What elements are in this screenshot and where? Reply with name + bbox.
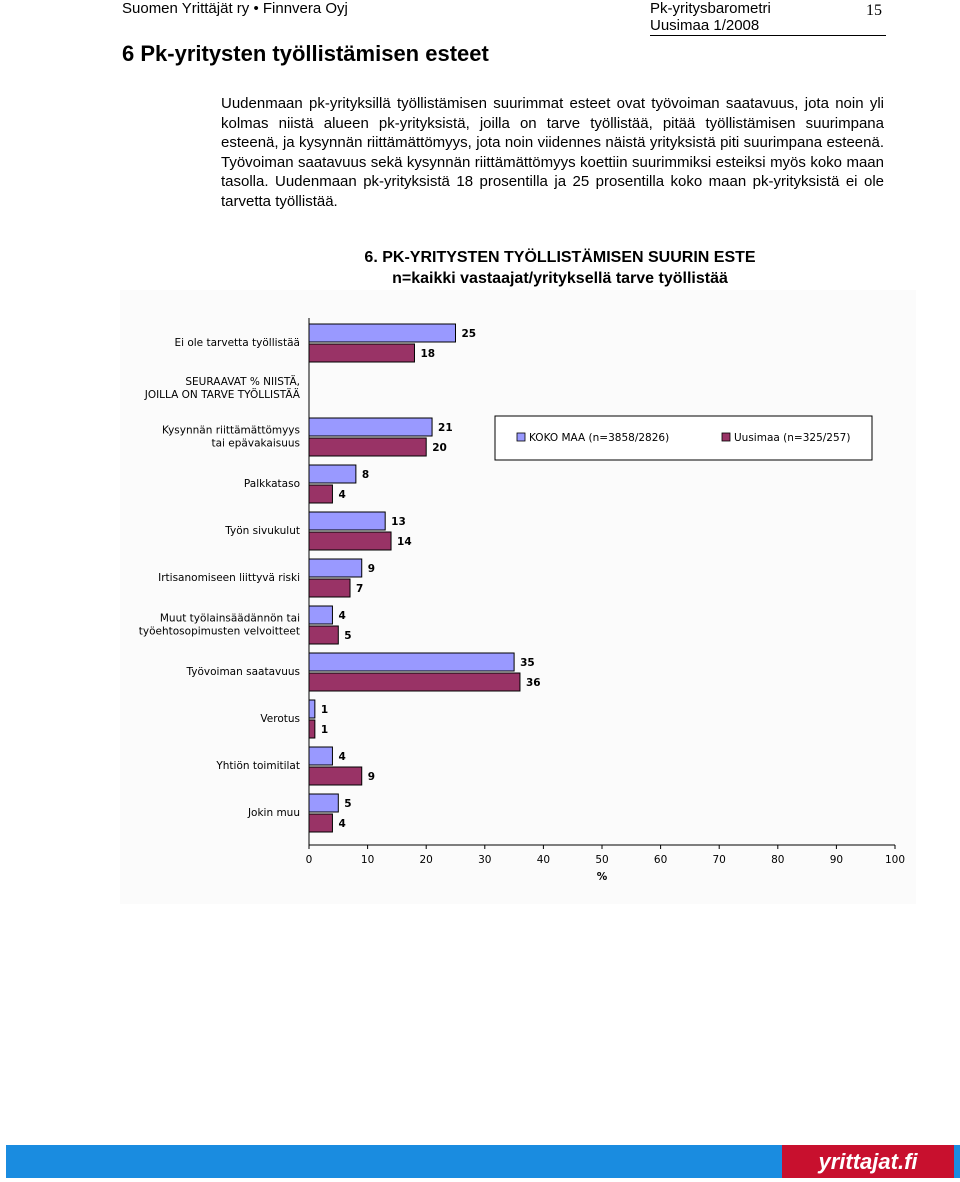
legend-label: KOKO MAA (n=3858/2826) bbox=[529, 432, 670, 444]
legend-swatch bbox=[722, 433, 730, 441]
category-label: Kysynnän riittämättömyys bbox=[161, 424, 300, 437]
category-label: Työn sivukulut bbox=[225, 525, 300, 537]
group-label: JOILLA ON TARVE TYÖLLISTÄÄ bbox=[144, 389, 300, 401]
bar-uusimaa bbox=[309, 438, 426, 456]
data-label: 5 bbox=[344, 798, 352, 810]
category-label: Ei ole tarvetta työllistää bbox=[174, 337, 300, 349]
legend-swatch bbox=[517, 433, 525, 441]
data-label: 4 bbox=[338, 751, 346, 763]
category-label: Yhtiön toimitilat bbox=[216, 760, 300, 772]
bar-uusimaa bbox=[309, 626, 338, 644]
x-tick-label: 80 bbox=[771, 854, 785, 866]
header-publication: Pk-yritysbarometri bbox=[650, 0, 771, 17]
x-tick-label: 20 bbox=[419, 854, 433, 866]
data-label: 36 bbox=[525, 677, 541, 689]
category-label: Työvoiman saatavuus bbox=[186, 666, 300, 678]
data-label: 13 bbox=[391, 516, 406, 528]
header-edition: Uusimaa 1/2008 bbox=[650, 17, 760, 34]
bar-koko-maa bbox=[309, 700, 315, 718]
data-label: 5 bbox=[344, 630, 352, 642]
category-label: Jokin muu bbox=[247, 807, 300, 819]
footer-logo[interactable]: yrittajat.fi bbox=[782, 1145, 954, 1178]
x-axis-label: % bbox=[596, 871, 608, 883]
category-label: Muut työlainsäädännön tai bbox=[159, 612, 300, 625]
bar-uusimaa bbox=[309, 579, 350, 597]
bar-koko-maa bbox=[309, 653, 514, 671]
x-tick-label: 50 bbox=[595, 854, 609, 866]
data-label: 9 bbox=[367, 563, 376, 575]
body-paragraph: Uudenmaan pk-yrityksillä työllistämisen suurimmat esteet ovat työvoiman saatavuus, jota noin yli kolmas niistä alueen pk-yrityksistä, joilla on tarve työllistää, pitää työllistämisen suurimpana esteenä, ja kysynnän riittämättömyys, jota noin viidennes näistä yrityksistä piti suurimpana esteenä. Työvoiman saatavuus sekä kysynnän riittämättömyys koettiin suurimmiksi esteiksi myös koko maan tasolla. Uudenmaan pk-yrityksistä 18 prosentilla ja 25 prosentilla koko maan pk-yrityksistä ei ole tarvetta työllistää. bbox=[221, 95, 884, 210]
data-label: 18 bbox=[420, 348, 436, 360]
data-label: 4 bbox=[338, 818, 346, 830]
bar-koko-maa bbox=[309, 559, 362, 577]
x-tick-label: 0 bbox=[305, 854, 313, 866]
data-label: 25 bbox=[461, 328, 477, 340]
data-label: 4 bbox=[338, 610, 346, 622]
bar-koko-maa bbox=[309, 418, 432, 436]
bar-koko-maa bbox=[309, 465, 356, 483]
data-label: 9 bbox=[367, 771, 376, 783]
bar-chart bbox=[120, 290, 916, 904]
category-label: Verotus bbox=[260, 713, 300, 725]
bar-uusimaa bbox=[309, 720, 315, 738]
chart-title-line2: n=kaikki vastaajat/yrityksellä tarve työllistää bbox=[392, 270, 728, 287]
bar-koko-maa bbox=[309, 512, 385, 530]
legend-label: Uusimaa (n=325/257) bbox=[734, 432, 851, 444]
bar-uusimaa bbox=[309, 673, 520, 691]
x-tick-label: 40 bbox=[536, 854, 551, 866]
bar-koko-maa bbox=[309, 747, 332, 765]
x-tick-label: 90 bbox=[829, 854, 844, 866]
data-label: 1 bbox=[320, 704, 329, 716]
x-tick-label: 70 bbox=[712, 854, 726, 866]
bar-uusimaa bbox=[309, 532, 391, 550]
data-label: 1 bbox=[320, 724, 329, 736]
bar-koko-maa bbox=[309, 324, 456, 342]
category-label: Irtisanomiseen liittyvä riski bbox=[158, 572, 300, 584]
data-label: 4 bbox=[338, 489, 346, 501]
bar-uusimaa bbox=[309, 485, 332, 503]
x-tick-label: 10 bbox=[360, 854, 375, 866]
category-label: työehtosopimusten velvoitteet bbox=[138, 625, 300, 638]
data-label: 20 bbox=[432, 442, 447, 454]
group-label: SEURAAVAT % NIISTÄ, bbox=[185, 376, 300, 388]
data-label: 35 bbox=[520, 657, 535, 669]
bar-uusimaa bbox=[309, 814, 332, 832]
bar-uusimaa bbox=[309, 767, 362, 785]
x-tick-label: 100 bbox=[884, 854, 906, 866]
header-divider bbox=[650, 35, 886, 36]
x-tick-label: 30 bbox=[478, 854, 492, 866]
bar-koko-maa bbox=[309, 606, 332, 624]
category-label: Palkkataso bbox=[243, 478, 300, 490]
header-organization: Suomen Yrittäjät ry • Finnvera Oyj bbox=[122, 0, 348, 17]
data-label: 14 bbox=[397, 536, 412, 548]
chart-title bbox=[180, 247, 940, 289]
bar-uusimaa bbox=[309, 344, 414, 362]
data-label: 8 bbox=[361, 469, 370, 481]
x-tick-label: 60 bbox=[653, 854, 668, 866]
chart-area bbox=[120, 290, 916, 904]
page-number: 15 bbox=[866, 2, 882, 19]
chart-title-line1: 6. PK-YRITYSTEN TYÖLLISTÄMISEN SUURIN ESTE bbox=[364, 249, 756, 266]
bar-koko-maa bbox=[309, 794, 338, 812]
data-label: 7 bbox=[356, 583, 364, 595]
section-title: 6 Pk-yritysten työllistämisen esteet bbox=[122, 41, 489, 66]
category-label: tai epävakaisuus bbox=[211, 437, 300, 450]
data-label: 21 bbox=[438, 422, 453, 434]
